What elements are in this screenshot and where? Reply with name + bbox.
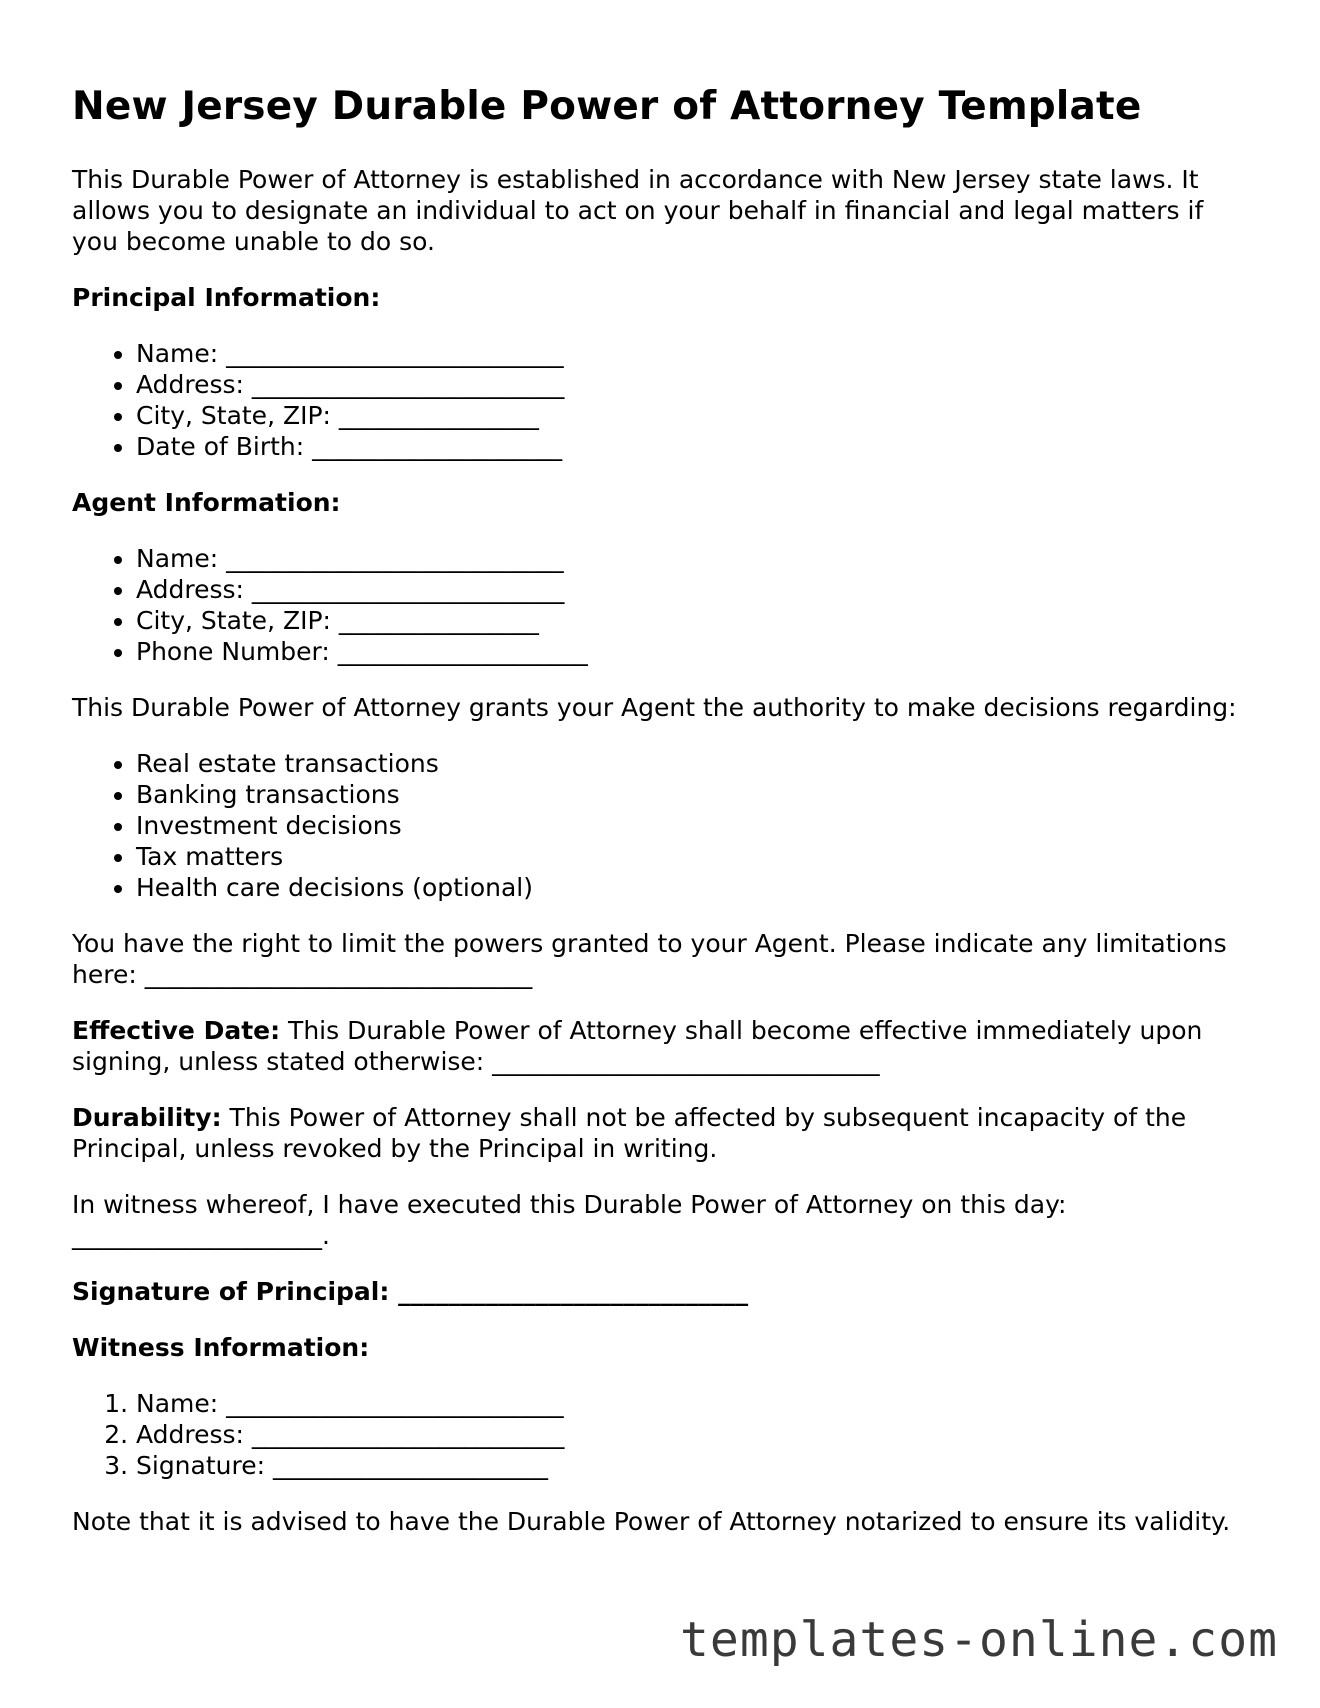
notarization-note: Note that it is advised to have the Durable Power of Attorney notarized to ensure its validity.: [72, 1507, 1231, 1536]
agent-fields-list: [72, 543, 1252, 667]
power-item: • Health care decisions (optional): [136, 872, 1252, 903]
agent-name-field: • Name: ___________________________: [136, 543, 1252, 574]
agent-city-state-zip-field: • City, State, ZIP: ________________: [136, 605, 1252, 636]
intro-paragraph: This Durable Power of Attorney is established in accordance with New Jersey state laws. It allows you to designate an individual to act on your behalf in financial and legal matters if you become unable to do so.: [72, 165, 1204, 256]
principal-city-state-zip-field: • City, State, ZIP: ________________: [136, 400, 1252, 431]
document-content: [72, 84, 1252, 1562]
document-title: New Jersey Durable Power of Attorney Template: [72, 84, 1142, 129]
power-item: • Tax matters: [136, 841, 1252, 872]
effective-date-paragraph: [72, 1015, 1252, 1077]
witness-whereof-paragraph: In witness whereof, I have executed this Durable Power of Attorney on this day: ____________________.: [72, 1190, 1067, 1250]
principal-heading: Principal Information:: [72, 283, 381, 312]
principal-address-field: • Address: _________________________: [136, 369, 1252, 400]
limitations-paragraph: You have the right to limit the powers granted to your Agent. Please indicate any limitations here: _______________________________: [72, 929, 1227, 989]
power-item: • Real estate transactions: [136, 748, 1252, 779]
power-item: • Banking transactions: [136, 779, 1252, 810]
witness-name-field: 1. Name: ___________________________: [136, 1388, 1252, 1419]
principal-dob-field: • Date of Birth: ____________________: [136, 431, 1252, 462]
agent-phone-field: • Phone Number: ____________________: [136, 636, 1252, 667]
grants-paragraph: This Durable Power of Attorney grants your Agent the authority to make decisions regarding:: [72, 693, 1237, 722]
witness-heading: Witness Information:: [72, 1333, 370, 1362]
witness-address-field: 2. Address: _________________________: [136, 1419, 1252, 1450]
effective-date-text: This Durable Power of Attorney shall become effective immediately upon signing, unless stated otherwise: _______________________________: [72, 1016, 1203, 1076]
principal-fields-list: [72, 338, 1252, 462]
witness-fields-list: [72, 1388, 1252, 1481]
durability-label: Durability:: [72, 1103, 222, 1132]
witness-signature-field: 3. Signature: ______________________: [136, 1450, 1252, 1481]
power-item: • Investment decisions: [136, 810, 1252, 841]
agent-heading: Agent Information:: [72, 488, 341, 517]
powers-list: [72, 748, 1252, 903]
watermark-logo: templates-online.com: [680, 1612, 1278, 1668]
principal-name-field: • Name: ___________________________: [136, 338, 1252, 369]
effective-date-label: Effective Date:: [72, 1016, 281, 1045]
durability-text: This Power of Attorney shall not be affected by subsequent incapacity of the Principal, unless revoked by the Principal in writing.: [72, 1103, 1187, 1163]
principal-signature-line: Signature of Principal: ____________________________: [72, 1277, 749, 1306]
durability-paragraph: [72, 1102, 1252, 1164]
agent-address-field: • Address: _________________________: [136, 574, 1252, 605]
